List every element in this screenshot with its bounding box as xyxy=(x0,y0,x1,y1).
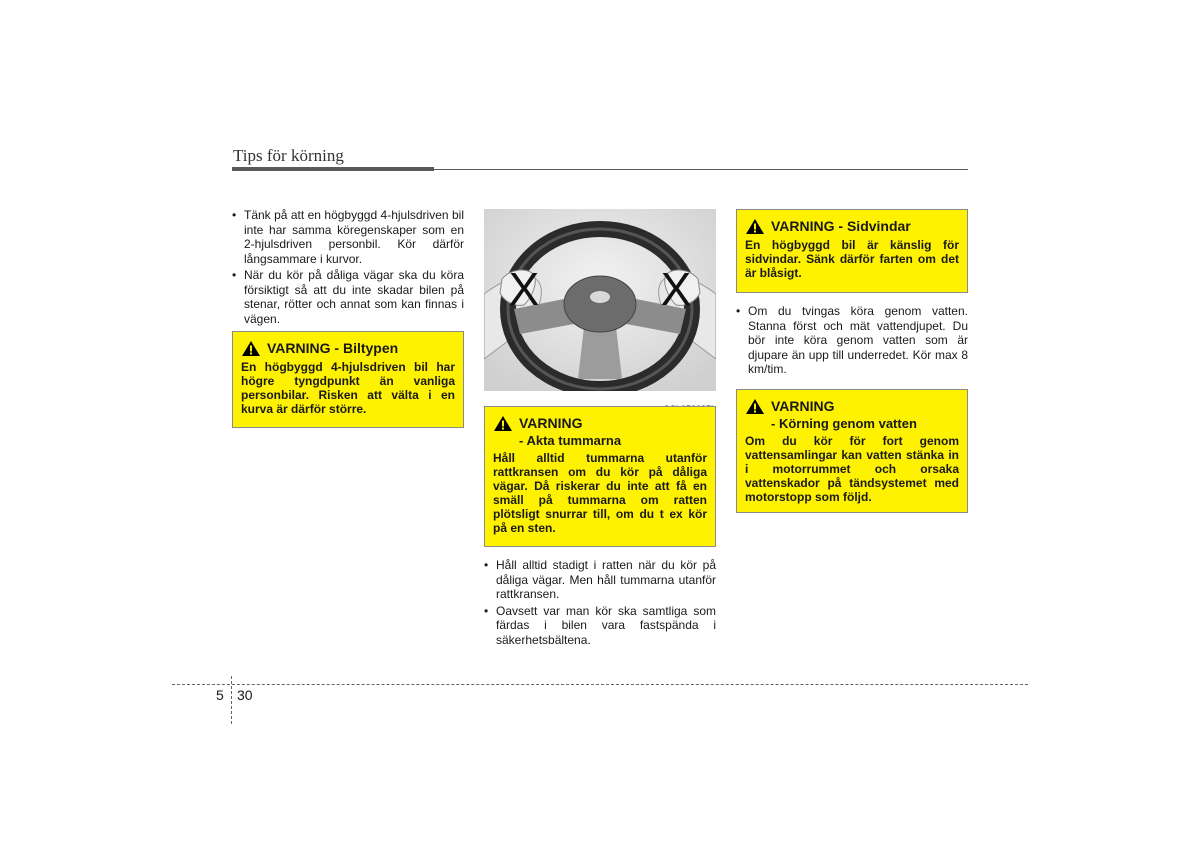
warning-box-thumbs xyxy=(484,406,716,547)
list-item: • När du kör på dåliga vägar ska du köra försiktigt så att du inte skadar bilen på stenar, rötter och annat som kan finnas i vägen. xyxy=(232,268,464,326)
steering-wheel-illustration xyxy=(484,209,716,391)
bullet-list-left xyxy=(232,208,464,326)
warning-triangle-icon xyxy=(745,398,765,415)
warning-box-side-wind xyxy=(736,209,968,293)
list-item: • Håll alltid stadigt i ratten när du kör på dåliga vägar. Men håll tummarna utanför rattkransen. xyxy=(484,558,716,602)
steering-wheel-photo xyxy=(484,209,716,391)
warning-body: Håll alltid tummarna utanför rattkransen om du kör på dåliga vägar. Då riskerar du inte att få en smäll på tummarna om ratten plötsligt snurrar till, om du t ex kör på en sten. xyxy=(493,451,707,535)
column-middle-text xyxy=(484,558,716,649)
chapter-number: 5 xyxy=(216,687,224,703)
header-rule-thick xyxy=(232,167,434,171)
list-item: • Om du tvingas köra genom vatten. Stanna först och mät vattendjupet. Du bör inte köra genom vatten som är djupare än upp till underredet. Kör max 8 km/tim. xyxy=(736,304,968,377)
header-rule-thin xyxy=(434,169,968,170)
column-left xyxy=(232,208,464,328)
cross-mark-left: X xyxy=(508,263,540,315)
warning-subtitle: - Akta tummarna xyxy=(519,433,622,448)
warning-box-vehicle-type xyxy=(232,331,464,428)
bullet-list-right xyxy=(736,304,968,377)
warning-triangle-icon xyxy=(745,218,765,235)
list-item: • Tänk på att en högbyggd 4-hjulsdriven bil inte har samma köregenskaper som en 2-hjulsdriven personbil. Kör därför långsammare i kurvor. xyxy=(232,208,464,266)
warning-title: VARNING - Biltypen xyxy=(267,340,399,356)
warning-body: En högbyggd 4-hjulsdriven bil har högre tyngdpunkt än vanliga personbilar. Risken att välta i en kurva är därför större. xyxy=(241,360,455,416)
cross-mark-right: X xyxy=(660,263,692,315)
warning-triangle-icon xyxy=(241,340,261,357)
warning-triangle-icon xyxy=(493,415,513,432)
warning-title: VARNING xyxy=(771,398,835,414)
warning-box-water xyxy=(736,389,968,513)
column-right-text xyxy=(736,304,968,379)
warning-subtitle: - Körning genom vatten xyxy=(771,416,917,431)
page-header-title: Tips för körning xyxy=(233,146,344,165)
warning-body: En högbyggd bil är känslig för sidvindar. Sänk därför farten om det är blåsigt. xyxy=(745,238,959,280)
bullet-list-middle xyxy=(484,558,716,647)
warning-body: Om du kör för fort genom vattensamlingar kan vatten stänka in i motorrummet och orsaka vattenskador på tändsystemet med motorstopp som följd. xyxy=(745,434,959,504)
warning-title: VARNING - Sidvindar xyxy=(771,218,911,234)
page-number: 30 xyxy=(237,687,253,703)
footer-rule xyxy=(172,684,1028,685)
footer-divider xyxy=(231,676,232,724)
warning-title: VARNING xyxy=(519,415,583,431)
list-item: • Oavsett var man kör ska samtliga som färdas i bilen vara fastspända i säkerhetsbältena. xyxy=(484,604,716,648)
